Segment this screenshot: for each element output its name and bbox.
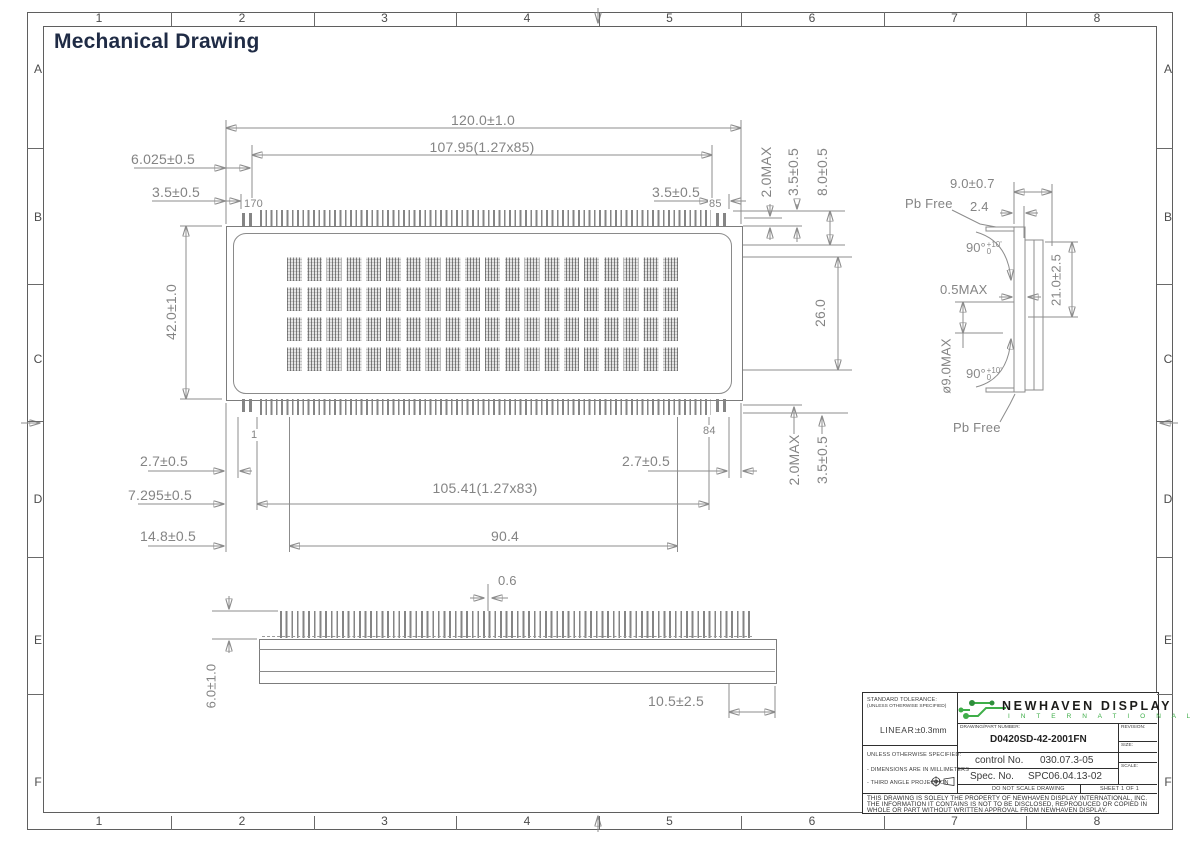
unless-specified-label: UNLESS OTHERWISE SPECIFIED: xyxy=(867,752,962,758)
zone-tick xyxy=(27,148,43,149)
angle-tol-plus: +10' xyxy=(986,365,1002,375)
dim-margin-bottom: 14.8±0.5 xyxy=(140,528,196,544)
tb-divider xyxy=(1118,723,1119,784)
size-label: SIZE: xyxy=(1121,743,1133,748)
angle-tol-minus: 0 xyxy=(986,246,992,256)
dim-span-bottom: 90.4 xyxy=(490,528,520,544)
control-label: control No. xyxy=(975,755,1024,766)
dim-pin-span-bottom: 105.41(1.27x83) xyxy=(432,480,538,496)
dim-tab: 10.5±2.5 xyxy=(648,693,704,709)
angle-value: 90° xyxy=(966,366,986,381)
bottom-view-inner-line xyxy=(259,671,775,672)
top-right-pin xyxy=(716,213,719,226)
top-left-pin xyxy=(249,213,252,226)
character-matrix xyxy=(287,257,679,371)
linear-value: ±0.3mm xyxy=(916,725,947,735)
tb-divider xyxy=(957,784,1157,785)
zone-tick xyxy=(1157,557,1173,558)
revision-label: REVISION: xyxy=(1121,725,1146,730)
zone-col-2-bottom: 2 xyxy=(238,814,246,828)
zone-col-3-bottom: 3 xyxy=(381,814,388,828)
dim-gap: 0.5MAX xyxy=(940,282,988,297)
bottom-right-pin xyxy=(723,399,726,412)
zone-tick xyxy=(1157,694,1173,695)
zone-tick xyxy=(27,284,43,285)
top-left-pin xyxy=(242,213,245,226)
dim-pin-length: 6.0±1.0 xyxy=(203,663,219,709)
pb-free-top-label: Pb Free xyxy=(905,196,953,211)
dim-side-height: 21.0±2.5 xyxy=(1048,253,1064,307)
zone-tick xyxy=(171,816,172,830)
zone-row-C-left: C xyxy=(33,352,43,366)
zone-tick xyxy=(884,12,885,26)
zone-tick xyxy=(741,816,742,830)
zone-col-2-top: 2 xyxy=(238,11,246,25)
zone-row-B-right: B xyxy=(1163,210,1172,224)
dim-edge-top-right: 3.5±0.5 xyxy=(652,184,701,200)
disclaimer-line-3: WHOLE OR PART WITHOUT WRITTEN APPROVAL FROM NEWHAVEN DISPLAY. xyxy=(867,807,1108,814)
disclaimer-line-1: THIS DRAWING IS SOLELY THE PROPERTY OF NEWHAVEN DISPLAY INTERNATIONAL, INC. xyxy=(867,795,1148,802)
zone-row-F-left: F xyxy=(34,775,42,789)
zone-col-1-bottom: 1 xyxy=(95,814,103,828)
bottom-pin-comb xyxy=(260,399,711,415)
zone-tick xyxy=(314,12,315,26)
sheet-label: SHEET 1 OF 1 xyxy=(1100,786,1139,792)
dim-tail-max-bottom: 2.0MAX xyxy=(786,434,802,486)
zone-col-1-top: 1 xyxy=(95,11,103,25)
bottom-left-pin xyxy=(242,399,245,412)
zone-col-6-top: 6 xyxy=(808,11,816,25)
zone-tick xyxy=(884,816,885,830)
pb-free-bottom-label: Pb Free xyxy=(953,420,1001,435)
tb-divider xyxy=(957,752,1157,753)
zone-col-5-top: 5 xyxy=(666,11,673,25)
zone-col-4-bottom: 4 xyxy=(523,814,531,828)
zone-col-5-bottom: 5 xyxy=(666,814,673,828)
zone-tick xyxy=(1157,284,1173,285)
zone-col-6-bottom: 6 xyxy=(808,814,816,828)
zone-tick xyxy=(1026,816,1027,830)
zone-tick xyxy=(599,12,600,26)
brand-subtitle: I N T E R N A T I O N A L xyxy=(1008,713,1195,720)
dims-note-label: - DIMENSIONS ARE IN MILLIMETERS xyxy=(867,767,970,773)
zone-row-F-right: F xyxy=(1164,775,1172,789)
spec-value: SPC06.04.13-02 xyxy=(1028,771,1102,782)
pin-number-84: 84 xyxy=(703,425,716,437)
zone-tick xyxy=(27,557,43,558)
zone-tick xyxy=(314,816,315,830)
newhaven-logo-icon xyxy=(958,694,1006,722)
zone-col-3-top: 3 xyxy=(381,11,388,25)
dim-pin-width: 0.6 xyxy=(498,573,517,588)
pin-number-85: 85 xyxy=(709,198,722,210)
dim-pin-span-top: 107.95(1.27x85) xyxy=(429,139,535,155)
zone-row-E-left: E xyxy=(33,633,42,647)
zone-row-A-left: A xyxy=(33,62,42,76)
zone-tick xyxy=(599,816,600,830)
zone-col-7-bottom: 7 xyxy=(951,814,958,828)
pin-number-1: 1 xyxy=(251,429,258,441)
dim-pin-total-top: 8.0±0.5 xyxy=(814,147,830,197)
tb-divider xyxy=(1118,741,1157,742)
dim-bend: 2.4 xyxy=(970,199,989,214)
spec-label: Spec. No. xyxy=(970,771,1014,782)
angle-tol-minus: 0 xyxy=(986,372,992,382)
zone-col-7-top: 7 xyxy=(951,11,958,25)
part-number-label: DRAWING/PART NUMBER: xyxy=(960,725,1021,730)
scale-label: SCALE: xyxy=(1121,764,1139,769)
dim-depth: 9.0±0.7 xyxy=(950,176,995,191)
tb-divider xyxy=(957,723,1157,724)
no-scale-label: DO NOT SCALE DRAWING xyxy=(992,786,1065,792)
zone-row-C-right: C xyxy=(1163,352,1173,366)
part-number-value: D0420SD-42-2001FN xyxy=(990,734,1087,745)
dim-pin-height-top: 3.5±0.5 xyxy=(785,147,801,197)
zone-tick xyxy=(1157,421,1173,422)
dim-pin-dia: ø9.0MAX xyxy=(938,338,954,394)
angle-value: 90° xyxy=(966,240,986,255)
bottom-view-inner-line xyxy=(259,649,775,650)
dim-pin-height-bottom: 3.5±0.5 xyxy=(814,435,830,485)
bottom-view-pin-comb xyxy=(280,611,754,638)
tb-divider xyxy=(957,768,1118,769)
bottom-view-body xyxy=(259,639,777,684)
zone-tick xyxy=(741,12,742,26)
dim-angle-bottom xyxy=(966,366,1002,381)
pin-number-170: 170 xyxy=(244,198,263,210)
bottom-view-pin-baseline xyxy=(262,636,752,637)
tb-divider xyxy=(1080,784,1081,793)
zone-tick xyxy=(456,816,457,830)
dim-edge-bottom-left: 2.7±0.5 xyxy=(140,453,189,469)
linear-label: LINEAR: xyxy=(880,725,918,735)
brand-name: NEWHAVEN DISPLAY xyxy=(1002,699,1173,713)
tb-divider xyxy=(1118,762,1157,763)
zone-tick xyxy=(1026,12,1027,26)
zone-col-8-top: 8 xyxy=(1093,11,1101,25)
bottom-left-pin xyxy=(249,399,252,412)
zone-row-D-right: D xyxy=(1163,492,1173,506)
dim-edge-bottom-right: 2.7±0.5 xyxy=(622,453,671,469)
top-pin-comb xyxy=(260,210,711,226)
bottom-right-pin xyxy=(716,399,719,412)
zone-row-D-left: D xyxy=(33,492,43,506)
page-title: Mechanical Drawing xyxy=(54,30,260,53)
dim-width: 120.0±1.0 xyxy=(451,112,515,128)
projection-note-label: - THIRD ANGLE PROJECTION xyxy=(867,780,949,786)
zone-row-E-right: E xyxy=(1163,633,1172,647)
zone-col-4-top: 4 xyxy=(523,11,531,25)
third-angle-projection-icon xyxy=(930,775,956,788)
dim-char-area-height: 26.0 xyxy=(812,298,828,328)
dim-height: 42.0±1.0 xyxy=(163,284,179,340)
unless-note-label: (UNLESS OTHERWISE SPECIFIED) xyxy=(867,704,947,709)
tb-divider xyxy=(862,793,1157,794)
dim-offset-top: 6.025±0.5 xyxy=(131,151,195,167)
zone-row-A-right: A xyxy=(1163,62,1172,76)
tb-divider xyxy=(862,745,957,746)
zone-tick xyxy=(171,12,172,26)
angle-tol-plus: +10' xyxy=(986,239,1002,249)
top-right-pin xyxy=(723,213,726,226)
dim-edge-top-left: 3.5±0.5 xyxy=(152,184,201,200)
dim-tail-max-top: 2.0MAX xyxy=(758,146,774,198)
zone-tick xyxy=(1157,148,1173,149)
zone-tick xyxy=(456,12,457,26)
disclaimer-line-2: THE INFORMATION IT CONTAINS IS NOT TO BE DISCLOSED, REPRODUCED OR COPIED IN xyxy=(867,801,1148,808)
control-value: 030.07.3-05 xyxy=(1040,755,1094,766)
dim-offset-bottom: 7.295±0.5 xyxy=(128,487,192,503)
standard-tolerance-label: STANDARD TOLERANCE: xyxy=(867,697,938,703)
dim-angle-top xyxy=(966,240,1002,255)
zone-tick xyxy=(27,421,43,422)
zone-tick xyxy=(27,694,43,695)
zone-col-8-bottom: 8 xyxy=(1093,814,1101,828)
zone-row-B-left: B xyxy=(33,210,42,224)
